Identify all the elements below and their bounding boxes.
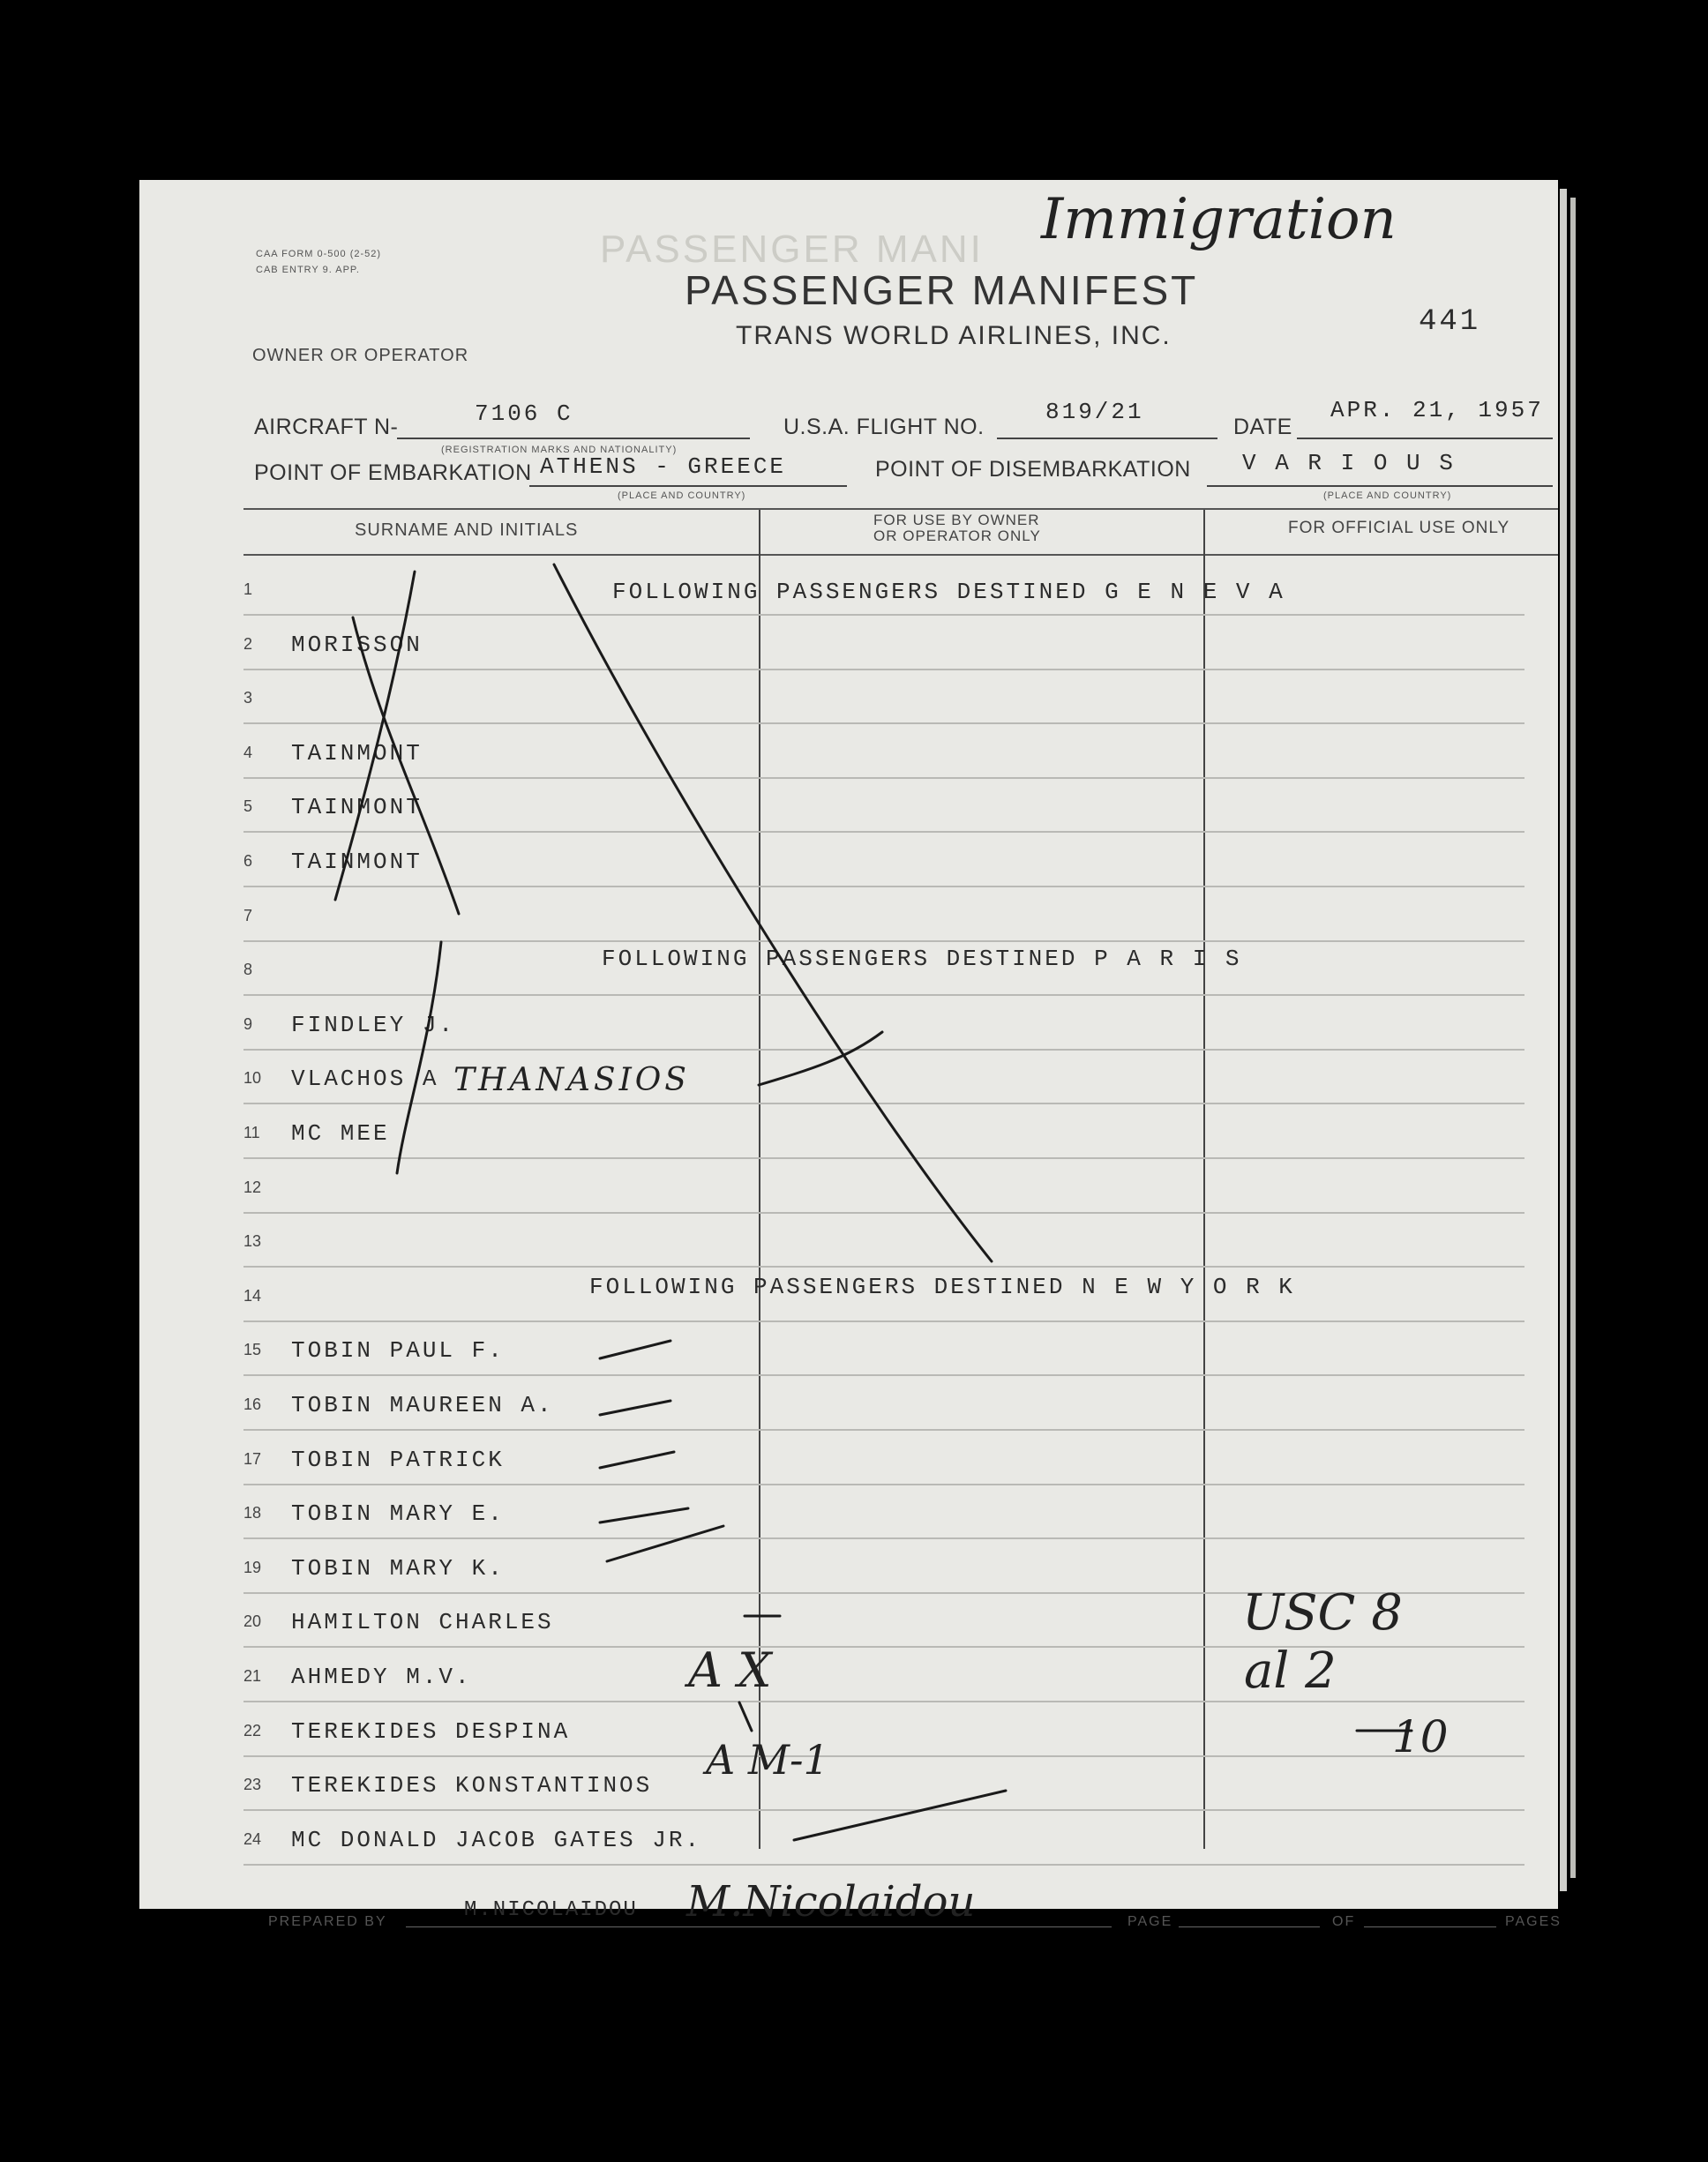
row-number: 4 <box>243 743 253 761</box>
aircraft-value: 7106 C <box>475 400 573 427</box>
row-rule <box>243 614 1524 616</box>
form-ref-bottom: CAB ENTRY 9. APP. <box>256 265 360 275</box>
page-number: 441 <box>1419 305 1481 339</box>
handwritten-first-name: THANASIOS <box>453 1062 690 1098</box>
row-number: 8 <box>243 961 253 979</box>
of-underline <box>1364 1926 1496 1927</box>
column-header-surname: SURNAME AND INITIALS <box>355 520 579 540</box>
row-rule <box>243 1374 1524 1376</box>
prepared-by-label: PREPARED BY <box>268 1914 387 1929</box>
page-underline <box>1179 1926 1320 1927</box>
destination-paris: FOLLOWING PASSENGERS DESTINED P A R I S <box>602 946 1242 972</box>
passenger-name: TAINMONT <box>291 794 423 821</box>
pages-label: PAGES <box>1505 1914 1562 1929</box>
form-ref-top: CAA FORM 0-500 (2-52) <box>256 249 382 259</box>
page-subtitle: TRANS WORLD AIRLINES, INC. <box>736 321 1172 350</box>
destination-new-york: FOLLOWING PASSENGERS DESTINED N E W Y O R K <box>589 1274 1295 1300</box>
table-top-rule <box>243 508 1558 510</box>
row-number: 22 <box>243 1721 262 1739</box>
passenger-name: TEREKIDES DESPINA <box>291 1717 571 1745</box>
passenger-name: TAINMONT <box>291 849 423 875</box>
column-header-owner-line1: FOR USE BY OWNER <box>873 512 1040 528</box>
sheet-edge <box>1560 189 1567 1891</box>
disembarkation-underline <box>1207 485 1553 487</box>
passenger-name: TOBIN PATRICK <box>291 1446 505 1473</box>
signature: M.Nicolaidou <box>686 1877 976 1926</box>
row-number: 24 <box>243 1829 262 1848</box>
row-rule <box>243 1266 1524 1268</box>
row-number: 6 <box>243 852 253 870</box>
date-value: APR. 21, 1957 <box>1330 397 1544 423</box>
sheet-edge-back <box>1570 198 1576 1878</box>
row-number: 21 <box>243 1667 262 1685</box>
flight-underline <box>997 438 1217 439</box>
destination-geneva: FOLLOWING PASSENGERS DESTINED G E N E V A <box>612 579 1285 605</box>
passenger-name: TEREKIDES KONSTANTINOS <box>291 1772 653 1799</box>
flight-label: U.S.A. FLIGHT NO. <box>783 415 985 439</box>
aircraft-underline <box>397 438 750 439</box>
row-number: 12 <box>243 1178 262 1196</box>
row-rule <box>243 777 1524 779</box>
row-rule <box>243 1484 1524 1485</box>
row-number: 1 <box>243 580 253 598</box>
table-header-rule <box>243 554 1558 556</box>
embarkation-label: POINT OF EMBARKATION <box>254 460 532 485</box>
column-header-official: FOR OFFICIAL USE ONLY <box>1288 519 1510 537</box>
row-rule <box>243 1864 1524 1866</box>
row-number: 5 <box>243 797 253 816</box>
date-underline <box>1297 438 1553 439</box>
row-rule <box>243 1103 1524 1104</box>
disembarkation-label: POINT OF DISEMBARKATION <box>875 457 1191 482</box>
row-number: 17 <box>243 1449 262 1468</box>
row-number: 15 <box>243 1341 262 1359</box>
row-number: 3 <box>243 689 253 707</box>
of-label: OF <box>1332 1914 1356 1929</box>
page-label: PAGE <box>1127 1914 1173 1929</box>
row-number: 14 <box>243 1286 262 1305</box>
passenger-name: MC DONALD JACOB GATES JR. <box>291 1826 702 1853</box>
embarkation-value: ATHENS - GREECE <box>540 453 787 480</box>
row-rule <box>243 1320 1524 1322</box>
page-title: PASSENGER MANIFEST <box>685 267 1199 313</box>
row-number: 19 <box>243 1558 262 1576</box>
row-rule <box>243 831 1524 833</box>
handwritten-total: 10 <box>1392 1711 1449 1762</box>
row-rule <box>243 1755 1524 1757</box>
passenger-name: VLACHOS A <box>291 1066 439 1093</box>
row-number: 2 <box>243 634 253 653</box>
passenger-name: TOBIN PAUL F. <box>291 1337 505 1365</box>
row-number: 16 <box>243 1395 262 1413</box>
handwritten-al: al 2 <box>1244 1642 1337 1700</box>
handwritten-note: Immigration <box>1041 187 1397 252</box>
disembarkation-value: V A R I O U S <box>1242 450 1456 476</box>
passenger-name: TOBIN MARY E. <box>291 1500 505 1528</box>
aircraft-label: AIRCRAFT N- <box>254 415 399 439</box>
handwritten-am1: A M-1 <box>706 1736 829 1784</box>
ghost-title: PASSENGER MANI <box>600 228 984 271</box>
column-header-owner-line2: OR OPERATOR ONLY <box>873 527 1041 544</box>
prepared-by-value: M.NICOLAIDOU <box>464 1898 638 1922</box>
row-number: 7 <box>243 906 253 924</box>
passenger-name: HAMILTON CHARLES <box>291 1609 554 1636</box>
passenger-name: MORISSON <box>291 631 423 658</box>
row-number: 20 <box>243 1612 262 1631</box>
row-number: 9 <box>243 1014 253 1033</box>
passenger-name: MC MEE <box>291 1120 390 1147</box>
passenger-name: AHMEDY M.V. <box>291 1664 472 1690</box>
row-rule <box>243 940 1524 942</box>
row-rule <box>243 994 1524 996</box>
passenger-name: TAINMONT <box>291 739 423 767</box>
row-number: 11 <box>243 1124 260 1141</box>
row-rule <box>243 722 1524 724</box>
row-rule <box>243 1212 1524 1214</box>
date-label: DATE <box>1233 415 1292 439</box>
handwritten-ax: A X <box>688 1642 772 1698</box>
row-rule <box>243 1809 1524 1811</box>
row-rule <box>243 1049 1524 1051</box>
row-rule <box>243 669 1524 670</box>
row-number: 13 <box>243 1232 262 1251</box>
passenger-name: FINDLEY J. <box>291 1011 456 1038</box>
embarkation-place-note: (PLACE AND COUNTRY) <box>618 490 746 501</box>
row-number: 10 <box>243 1069 262 1088</box>
row-rule <box>243 1157 1524 1159</box>
handwritten-usc: USC 8 <box>1242 1584 1403 1642</box>
row-number: 18 <box>243 1504 262 1522</box>
row-number: 23 <box>243 1776 262 1794</box>
flight-value: 819/21 <box>1045 399 1144 425</box>
row-rule <box>243 1701 1524 1702</box>
passenger-name: TOBIN MAUREEN A. <box>291 1392 554 1418</box>
registration-note: (REGISTRATION MARKS AND NATIONALITY) <box>441 445 678 455</box>
prepared-by-underline <box>406 1926 1112 1927</box>
row-rule <box>243 1537 1524 1539</box>
disembarkation-place-note: (PLACE AND COUNTRY) <box>1323 490 1452 501</box>
embarkation-underline <box>529 485 847 487</box>
row-rule <box>243 886 1524 887</box>
passenger-name: TOBIN MARY K. <box>291 1554 505 1582</box>
owner-operator-label: OWNER OR OPERATOR <box>252 346 469 365</box>
row-rule <box>243 1429 1524 1431</box>
